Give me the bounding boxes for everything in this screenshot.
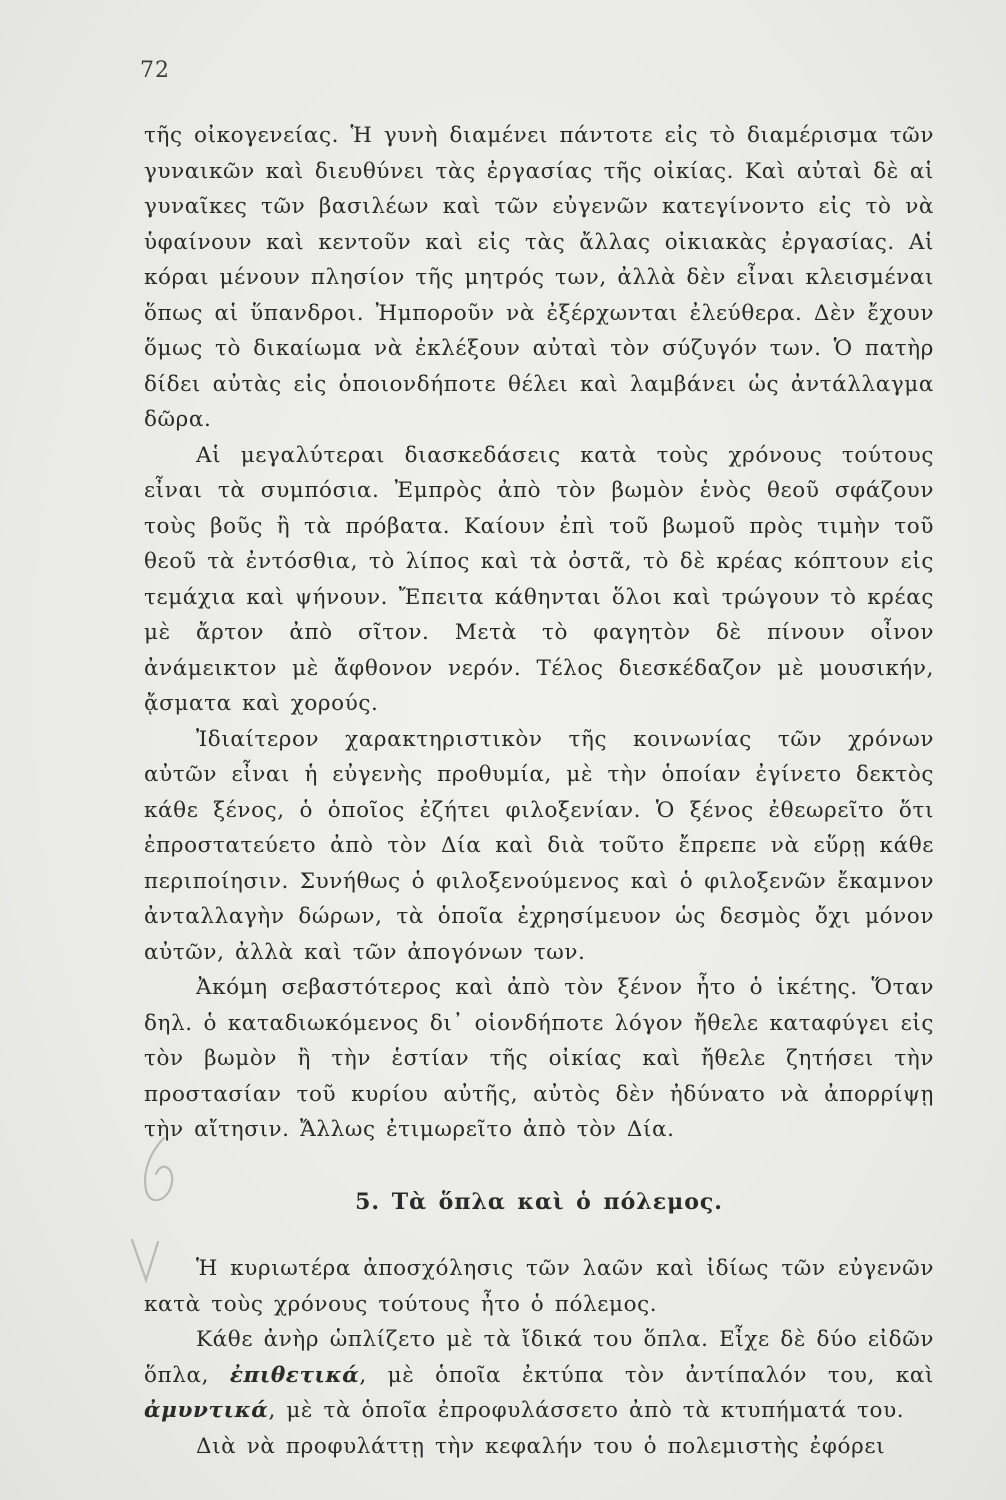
- paragraph-hospitality: Ἰδιαίτερον χαρακτηριστικὸν τῆς κοινωνίας τῶν χρόνων αὐτῶν εἶναι ἡ εὐγενὴς προθυμία, μὲ τὴν ὁποίαν ἐγίνετο δεκτὸς κάθε ξένος, ὁ ὁποῖος ἐζήτει φιλοξενίαν. Ὁ ξένος ἐθεωρεῖτο ὅτι ἐπροστατεύετο ἀπὸ τὸν Δία καὶ διὰ τοῦτο ἔπρεπε νὰ εὕρῃ κάθε περιποίησιν. Συνήθως ὁ φιλοξενούμενος καὶ ὁ φιλοξενῶν ἔκαμνον ἀνταλλαγὴν δώρων, τὰ ὁποῖα ἐχρησίμευον ὡς δεσμὸς ὄχι μόνον αὐτῶν, ἀλλὰ καὶ τῶν ἀπογόνων των.: [144, 726, 934, 965]
- body-text: [144, 118, 934, 1148]
- weapons-text-2: , μὲ ὁποῖα ἐκτύπα τὸν ἀντίπαλόν του, καὶ: [359, 1362, 934, 1388]
- weapons-text-1: Κάθε ἀνὴρ ὡπλίζετο μὲ τὰ ἴδικά του ὅπλα. Εἶχε δὲ δύο εἰδῶν ὅπλα,: [144, 1327, 934, 1388]
- paragraph-continued: τῆς οἰκογενείας. Ἡ γυνὴ διαμένει πάντοτε εἰς τὸ διαμέρισμα τῶν γυναικῶν καὶ διευθύνει τὰς ἐργασίας τῆς οἰκίας. Καὶ αὐταὶ δὲ αἱ γυναῖκες τῶν βασιλέων καὶ τῶν εὐγενῶν κατεγίνοντο εἰς τὸ νὰ ὑφαίνουν καὶ κεντοῦν καὶ εἰς τὰς ἄλλας οἰκιακὰς ἐργασίας. Αἱ κόραι μένουν πλησίον τῆς μητρός των, ἀλλὰ δὲν εἶναι κλεισμέναι ὅπως αἱ ὕπανδροι. Ἠμποροῦν νὰ ἐξέρχωνται ἐλεύθερα. Δὲν ἔχουν ὅμως τὸ δικαίωμα νὰ ἐκλέξουν αὐταὶ τὸν σύζυγόν των. Ὁ πατὴρ δίδει αὐτὰς εἰς ὁποιονδήποτε θέλει καὶ λαμβάνει ὡς ἀντάλλαγμα δῶρα.: [144, 123, 934, 432]
- weapons-text-3: , μὲ τὰ ὁποῖα ἐπροφυλάσσετο ἀπὸ τὰ κτυπήματά του.: [268, 1398, 905, 1423]
- section-heading: 5. Τὰ ὅπλα καὶ ὁ πόλεμος.: [355, 1189, 723, 1215]
- emphasis-defensive: ἀμυντικά: [144, 1398, 269, 1423]
- page-number: 72: [140, 58, 170, 83]
- paragraph-weapons: [144, 1322, 934, 1429]
- paragraph-suppliant: Ἀκόμη σεβαστότερος καὶ ἀπὸ τὸν ξένον ἦτο ὁ ἱκέτης. Ὅταν δηλ. ὁ καταδιωκόμενος δι᾽ οἱονδήποτε λόγον ἤθελε καταφύγει εἰς τὸν βωμὸν ἢ τὴν ἑστίαν τῆς οἰκίας καὶ ἤθελε ζητήσει τὴν προστασίαν τοῦ κυρίου αὐτῆς, αὐτὸς δὲν ἠδύνατο νὰ ἀπορρίψῃ τὴν αἴτησιν. Ἄλλως ἐτιμωρεῖτο ἀπὸ τὸν Δία.: [144, 975, 934, 1142]
- paragraph-war-intro: Ἡ κυριωτέρα ἀποσχόλησις τῶν λαῶν καὶ ἰδίως τῶν εὐγενῶν κατὰ τοὺς χρόνους τούτους ἦτο ὁ πόλεμος.: [144, 1256, 934, 1317]
- section-block: [144, 1189, 934, 1464]
- emphasis-offensive: ἐπιθετικά: [229, 1362, 360, 1388]
- paragraph-banquets: Αἱ μεγαλύτεραι διασκεδάσεις κατὰ τοὺς χρόνους τούτους εἶναι τὰ συμπόσια. Ἐμπρὸς ἀπὸ τὸν βωμὸν ἑνὸς θεοῦ σφάζουν τοὺς βοῦς ἢ τὰ πρόβατα. Καίουν ἐπὶ τοῦ βωμοῦ πρὸς τιμὴν τοῦ θεοῦ τὰ ἐντόσθια, τὸ λίπος καὶ τὰ ὀστᾶ, τὸ δὲ κρέας κόπτουν εἰς τεμάχια καὶ ψήνουν. Ἔπειτα κάθηνται ὅλοι καὶ τρώγουν τὸ κρέας μὲ ἄρτον ἀπὸ σῖτον. Μετὰ τὸ φαγητὸν δὲ πίνουν οἶνον ἀνάμεικτον μὲ ἄφθονον νερόν. Τέλος διεσκέδαζον μὲ μουσικήν, ᾄσματα καὶ χορούς.: [144, 442, 934, 716]
- paragraph-helmet: Διὰ νὰ προφυλάττῃ τὴν κεφαλήν του ὁ πολεμιστὴς ἐφόρει: [196, 1433, 886, 1459]
